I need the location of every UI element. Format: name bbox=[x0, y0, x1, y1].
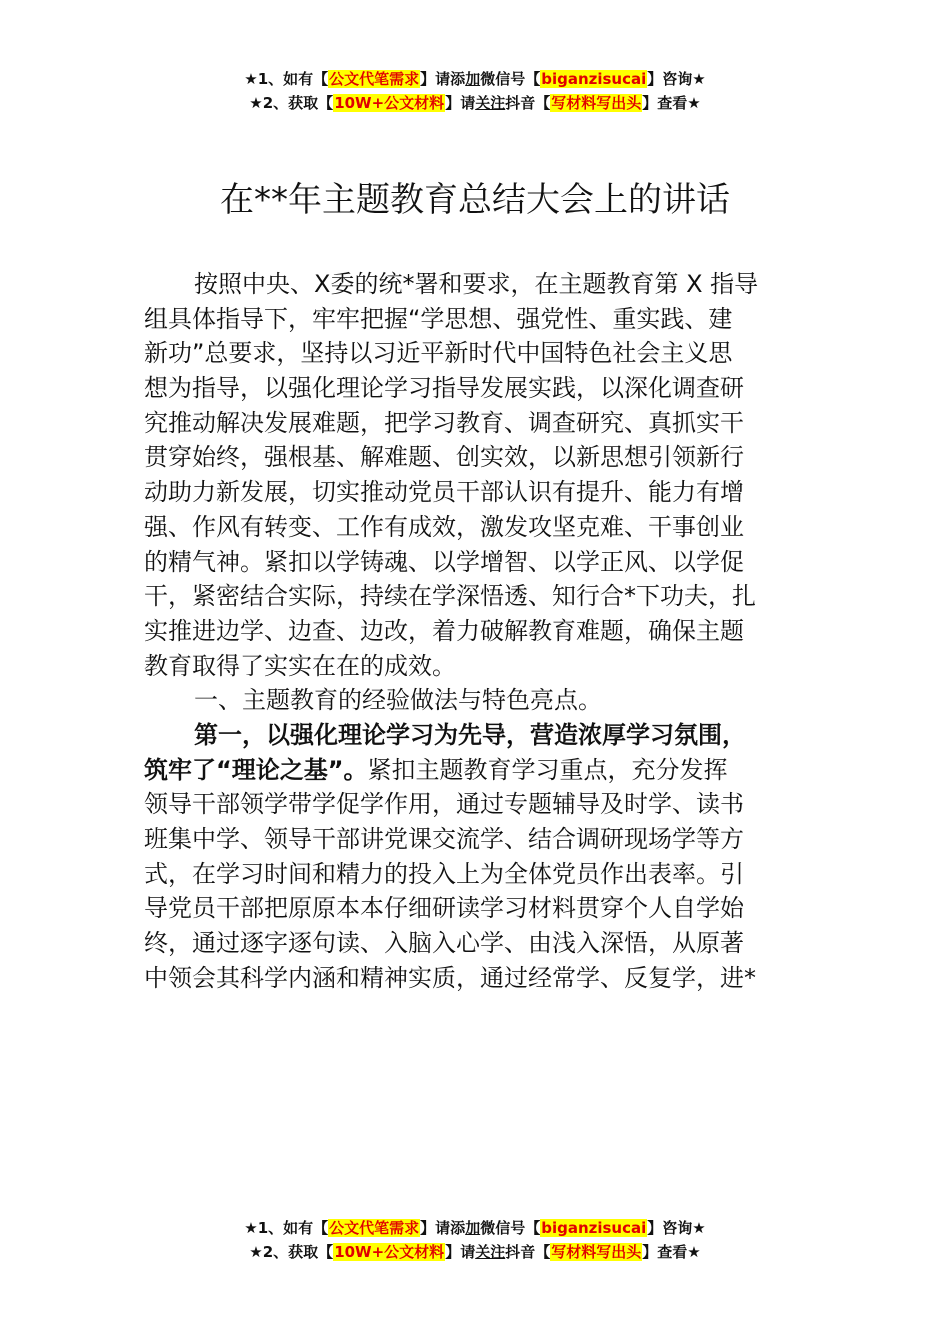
banner-text: 】查看★ bbox=[642, 1243, 701, 1261]
body-text-run: 紧扣主题教育学习重点，充分发挥 bbox=[367, 755, 728, 784]
banner-line-2 bbox=[0, 1240, 950, 1264]
body-line: 班集中学、领导干部讲党课交流学、结合调研现场学等方 bbox=[144, 825, 744, 853]
body-line: 终，通过逐字逐句读、入脑入心学、由浅入深悟，从原著 bbox=[144, 929, 744, 958]
body-line: 导党员干部把原原本本仔细研读学习材料贯穿个人自学始 bbox=[144, 894, 744, 923]
footer-banner bbox=[0, 1216, 950, 1264]
banner-line-1 bbox=[0, 67, 950, 91]
banner-highlight: 写材料写出头 bbox=[551, 94, 642, 112]
banner-text: 】请添 bbox=[420, 1219, 466, 1237]
banner-highlight: biganzisucai bbox=[541, 1219, 647, 1237]
body-line: 想为指导，以强化理论学习指导发展实践，以深化调查研 bbox=[144, 374, 744, 403]
body-line: 组具体指导下，牢牢把握“学思想、强党性、重实践、建 bbox=[144, 304, 733, 333]
body-line: 新功”总要求，坚持以习近平新时代中国特色社会主义思 bbox=[144, 339, 733, 368]
banner-text: 】请 bbox=[445, 94, 476, 112]
body-line: 教育取得了实实在在的成效。 bbox=[144, 651, 456, 680]
banner-text: 】咨询★ bbox=[647, 70, 706, 88]
body-line: 领导干部领学带学促学作用，通过专题辅导及时学、读书 bbox=[144, 790, 744, 819]
banner-text: ★1、如有【 bbox=[244, 1219, 329, 1237]
subsection-heading-tail: 筑牢了“理论之基”。 bbox=[144, 755, 368, 784]
banner-text: 】请 bbox=[445, 1243, 476, 1261]
banner-underlined: 加 bbox=[465, 70, 481, 88]
body-line bbox=[144, 753, 808, 788]
body-line: 动助力新发展，切实推动党员干部认识有提升、能力有增 bbox=[144, 478, 744, 507]
banner-highlight: 公文代笔需求 bbox=[329, 1219, 420, 1237]
banner-text: 微信号【 bbox=[480, 1219, 541, 1237]
banner-line-1 bbox=[0, 1216, 950, 1240]
body-line: 强、作风有转变、工作有成效，激发攻坚克难、干事创业 bbox=[144, 512, 744, 541]
body-line: 干，紧密结合实际，持续在学深悟透、知行合*下功夫，扎 bbox=[144, 582, 756, 611]
body-line: 式，在学习时间和精力的投入上为全体党员作出表率。引 bbox=[144, 859, 744, 888]
banner-line-2 bbox=[0, 91, 950, 115]
body-line: 究推动解决发展难题，把学习教育、调查研究、真抓实干 bbox=[144, 408, 744, 437]
banner-highlight: 10W+公文材料 bbox=[334, 94, 445, 112]
body-line: 按照中央、X委的统*署和要求，在主题教育第 X 指导 bbox=[194, 270, 759, 298]
banner-text: 微信号【 bbox=[480, 70, 541, 88]
banner-highlight: biganzisucai bbox=[541, 70, 647, 88]
banner-text: 抖音【 bbox=[505, 1243, 551, 1261]
banner-text: 】查看★ bbox=[642, 94, 701, 112]
body-line: 的精气神。紧扣以学铸魂、以学增智、以学正风、以学促 bbox=[144, 547, 744, 576]
banner-text: 抖音【 bbox=[505, 94, 551, 112]
body-line: 中领会其科学内涵和精神实质，通过经常学、反复学，进* bbox=[144, 963, 756, 992]
banner-highlight: 10W+公文材料 bbox=[334, 1243, 445, 1261]
banner-text: ★2、获取【 bbox=[249, 1243, 334, 1261]
body-line: 实推进边学、边查、边改，着力破解教育难题，确保主题 bbox=[144, 616, 744, 645]
banner-text: 】请添 bbox=[420, 70, 466, 88]
banner-highlight: 公文代笔需求 bbox=[329, 70, 420, 88]
body-line: 贯穿始终，强根基、解难题、创实效，以新思想引领新行 bbox=[144, 443, 744, 472]
banner-text: ★2、获取【 bbox=[249, 94, 334, 112]
section-heading: 一、主题教育的经验做法与特色亮点。 bbox=[194, 686, 602, 715]
subsection-heading: 第一，以强化理论学习为先导，营造浓厚学习氛围， bbox=[194, 720, 746, 749]
banner-underlined: 关注 bbox=[475, 94, 506, 112]
header-banner bbox=[0, 67, 950, 115]
banner-underlined: 加 bbox=[465, 1219, 481, 1237]
banner-highlight: 写材料写出头 bbox=[551, 1243, 642, 1261]
banner-text: ★1、如有【 bbox=[244, 70, 329, 88]
banner-underlined: 关注 bbox=[475, 1243, 506, 1261]
document-title: 在**年主题教育总结大会上的讲话 bbox=[220, 180, 730, 220]
banner-text: 】咨询★ bbox=[647, 1219, 706, 1237]
document-body bbox=[144, 267, 808, 995]
